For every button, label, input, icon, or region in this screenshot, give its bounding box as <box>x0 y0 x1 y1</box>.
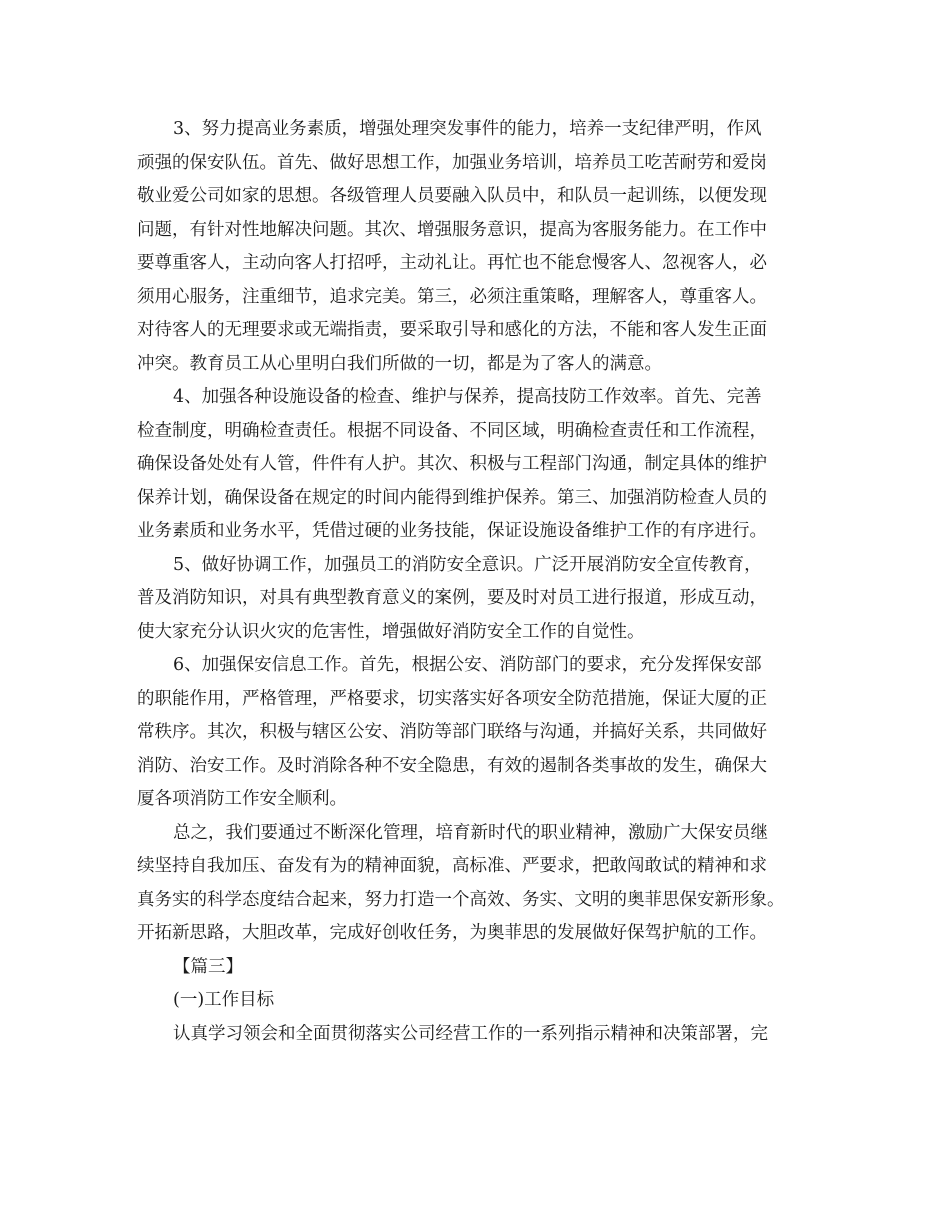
paragraph-line: 保养计划，确保设备在规定的时间内能得到维护保养。第三、加强消防检查人员的 <box>137 487 767 508</box>
paragraph-line: 消防、治安工作。及时消除各种不安全隐患，有效的遏制各类事故的发生，确保大 <box>137 755 767 776</box>
paragraph-line: 须用心服务，注重细节，追求完美。第三，必须注重策略，理解客人，尊重客人。 <box>137 286 767 307</box>
paragraph-line: 顽强的保安队伍。首先、做好思想工作，加强业务培训，培养员工吃苦耐劳和爱岗 <box>137 152 767 173</box>
paragraph-line: 问题，有针对性地解决问题。其次、增强服务意识，提高为客服务能力。在工作中 <box>137 219 767 240</box>
paragraph-first-line: 5、做好协调工作，加强员工的消防安全意识。广泛开展消防安全宣传教育， <box>173 554 762 575</box>
paragraph-line: 的职能作用，严格管理，严格要求，切实落实好各项安全防范措施，保证大厦的正 <box>137 688 767 709</box>
paragraph-line: 敬业爱公司如家的思想。各级管理人员要融入队员中，和队员一起训练，以便发现 <box>137 186 767 206</box>
paragraph-line: 厦各项消防工作安全顺利。 <box>137 789 347 809</box>
paragraph-line: 常秩序。其次，积极与辖区公安、消防等部门联络与沟通，并搞好关系，共同做好 <box>137 722 767 742</box>
paragraph-line: 冲突。教育员工从心里明白我们所做的一切，都是为了客人的满意。 <box>137 353 662 374</box>
paragraph-line: 使大家充分认识火灾的危害性，增强做好消防安全工作的自觉性。 <box>137 621 645 642</box>
paragraph-first-line: 【篇三】 <box>173 956 243 977</box>
paragraph-first-line: 认真学习领会和全面贯彻落实公司经营工作的一系列指示精神和决策部署，完 <box>173 1023 768 1044</box>
paragraph-line: 续坚持自我加压、奋发有为的精神面貌，高标准、严要求，把敢闯敢试的精神和求 <box>137 856 767 876</box>
paragraph-first-line: (一)工作目标 <box>173 990 275 1010</box>
paragraph-first-line: 总之，我们要通过不断深化管理，培育新时代的职业精神，激励广大保安员继 <box>173 822 768 843</box>
paragraph-line: 检查制度，明确检查责任。根据不同设备、不同区域，明确检查责任和工作流程， <box>137 420 767 441</box>
paragraph-line: 业务素质和业务水平，凭借过硬的业务技能，保证设施设备维护工作的有序进行。 <box>137 521 767 541</box>
paragraph-line: 真务实的科学态度结合起来，努力打造一个高效、务实、文明的奥菲思保安新形象。 <box>137 889 785 910</box>
paragraph-line: 确保设备处处有人管，件件有人护。其次、积极与工程部门沟通，制定具体的维护 <box>137 454 767 474</box>
paragraph-line: 普及消防知识，对具有典型教育意义的案例，要及时对员工进行报道，形成互动， <box>137 588 767 608</box>
paragraph-line: 对待客人的无理要求或无端指责，要采取引导和感化的方法，不能和客人发生正面 <box>137 320 767 340</box>
paragraph-first-line: 3、努力提高业务素质，增强处理突发事件的能力，培养一支纪律严明，作风 <box>173 119 762 139</box>
paragraph-first-line: 6、加强保安信息工作。首先，根据公安、消防部门的要求，充分发挥保安部 <box>173 655 762 675</box>
paragraph-line: 要尊重客人，主动向客人打招呼，主动礼让。再忙也不能怠慢客人、忽视客人，必 <box>137 253 767 273</box>
document-body <box>137 113 827 1051</box>
paragraph-first-line: 4、加强各种设施设备的检查、维护与保养，提高技防工作效率。首先、完善 <box>173 387 762 407</box>
paragraph-line: 开拓新思路，大胆改革，完成好创收任务，为奥菲思的发展做好保驾护航的工作。 <box>137 923 767 943</box>
